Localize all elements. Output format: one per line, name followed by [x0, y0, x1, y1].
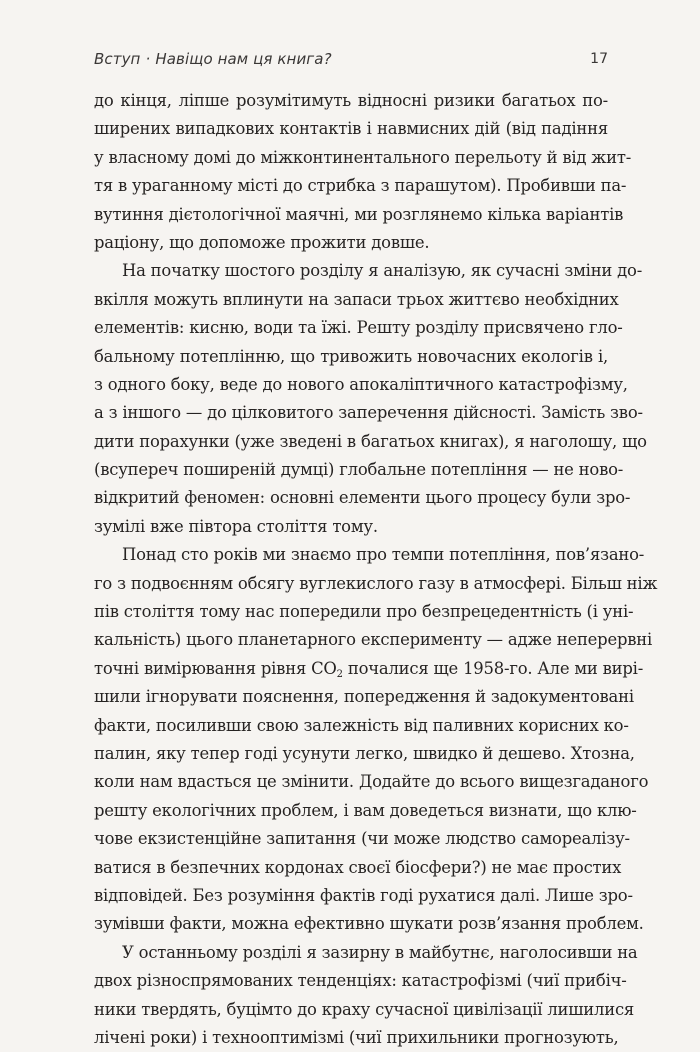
text-line: ватися в безпечних кордонах своєї біосфери?) не має простих	[94, 857, 622, 877]
section-label: Вступ	[94, 50, 141, 68]
text-line: з одного боку, веде до нового апокаліптичного катастрофізму,	[94, 374, 628, 394]
paragraph-start-line: На початку шостого розділу я аналізую, як сучасні зміни до-	[122, 261, 643, 281]
page-number: 17	[590, 51, 608, 67]
text-line: шили ігнорувати пояснення, попередження й задокументовані	[94, 687, 634, 707]
paragraph-start-line: Понад сто років ми знаємо про темпи потепління, пов’язано-	[122, 545, 645, 565]
body-text	[94, 87, 658, 1052]
text-line-co2	[94, 655, 644, 683]
text-line: го з подвоєнням обсягу вуглекислого газу в атмосфері. Більш ніж	[94, 573, 658, 593]
text-line: палин, яку тепер годі усунути легко, швидко й дешево. Хтозна,	[94, 743, 635, 763]
text-line: лічені роки) і технооптимізмі (чиї прихильники прогнозують,	[94, 1027, 619, 1047]
text-line: бальному потеплінню, що тривожить новочасних екологів і,	[94, 346, 608, 366]
paragraph-start-line: У останньому розділі я зазирну в майбутнє, наголосивши на	[122, 942, 638, 962]
text-line: тя в ураганному місті до стрибка з парашутом). Пробивши па-	[94, 176, 627, 196]
text-fragment: почалися ще 1958-го. Але ми вирі-	[342, 658, 644, 678]
text-line: у власному домі до міжконтинентального перельоту й від жит-	[94, 147, 632, 167]
subscript: 2	[336, 668, 343, 680]
text-line: відповідей. Без розуміння фактів годі рухатися далі. Лише зро-	[94, 885, 633, 905]
text-line: пів століття тому нас попередили про безпрецедентність (і уні-	[94, 602, 634, 622]
header-separator: ·	[145, 50, 151, 68]
text-line: ники твердять, буцімто до краху сучасної цивілізації лишилися	[94, 999, 635, 1019]
text-line: вутиння дієтологічної маячні, ми розглянемо кілька варіантів	[94, 204, 624, 224]
text-line: двох різноспрямованих тенденціях: катастрофізмі (чиї прибіч-	[94, 971, 627, 991]
text-line: елементів: кисню, води та їжі. Решту розділу присвячено гло-	[94, 318, 623, 338]
text-line: вкілля можуть вплинути на запаси трьох життєво необхідних	[94, 289, 619, 309]
text-line: ширених випадкових контактів і навмисних дій (від падіння	[94, 119, 608, 139]
text-line: до кінця, ліпше розумітимуть відносні ризики багатьох по-	[94, 91, 608, 110]
text-line: факти, посиливши свою залежність від паливних корисних ко-	[94, 715, 629, 735]
text-fragment: точні вимірювання рівня CO	[94, 658, 337, 678]
running-head	[94, 50, 332, 68]
text-line: а з іншого — до цілковитого заперечення дійсності. Замість зво-	[94, 403, 643, 423]
text-line: чове екзистенційне запитання (чи може людство самореалізу-	[94, 829, 630, 849]
text-line: зумівши факти, можна ефективно шукати розв’язання проблем.	[94, 914, 644, 934]
chapter-title: Навіщо нам ця книга?	[155, 50, 332, 68]
text-line: відкритий феномен: основні елементи цього процесу були зро-	[94, 488, 631, 508]
text-line: дити порахунки (уже зведені в багатьох книгах), я наголошу, що	[94, 431, 647, 451]
text-line: раціону, що допоможе прожити довше.	[94, 232, 430, 252]
text-line: коли нам вдасться це змінити. Додайте до всього вищезгаданого	[94, 772, 649, 792]
text-line: решту екологічних проблем, і вам доведеться визнати, що клю-	[94, 800, 637, 820]
text-line: зумілі вже півтора століття тому.	[94, 516, 378, 536]
text-line: (всупереч поширеній думці) глобальне потепління — не ново-	[94, 460, 624, 480]
text-line: кальність) цього планетарного експерименту — адже неперервні	[94, 630, 653, 650]
